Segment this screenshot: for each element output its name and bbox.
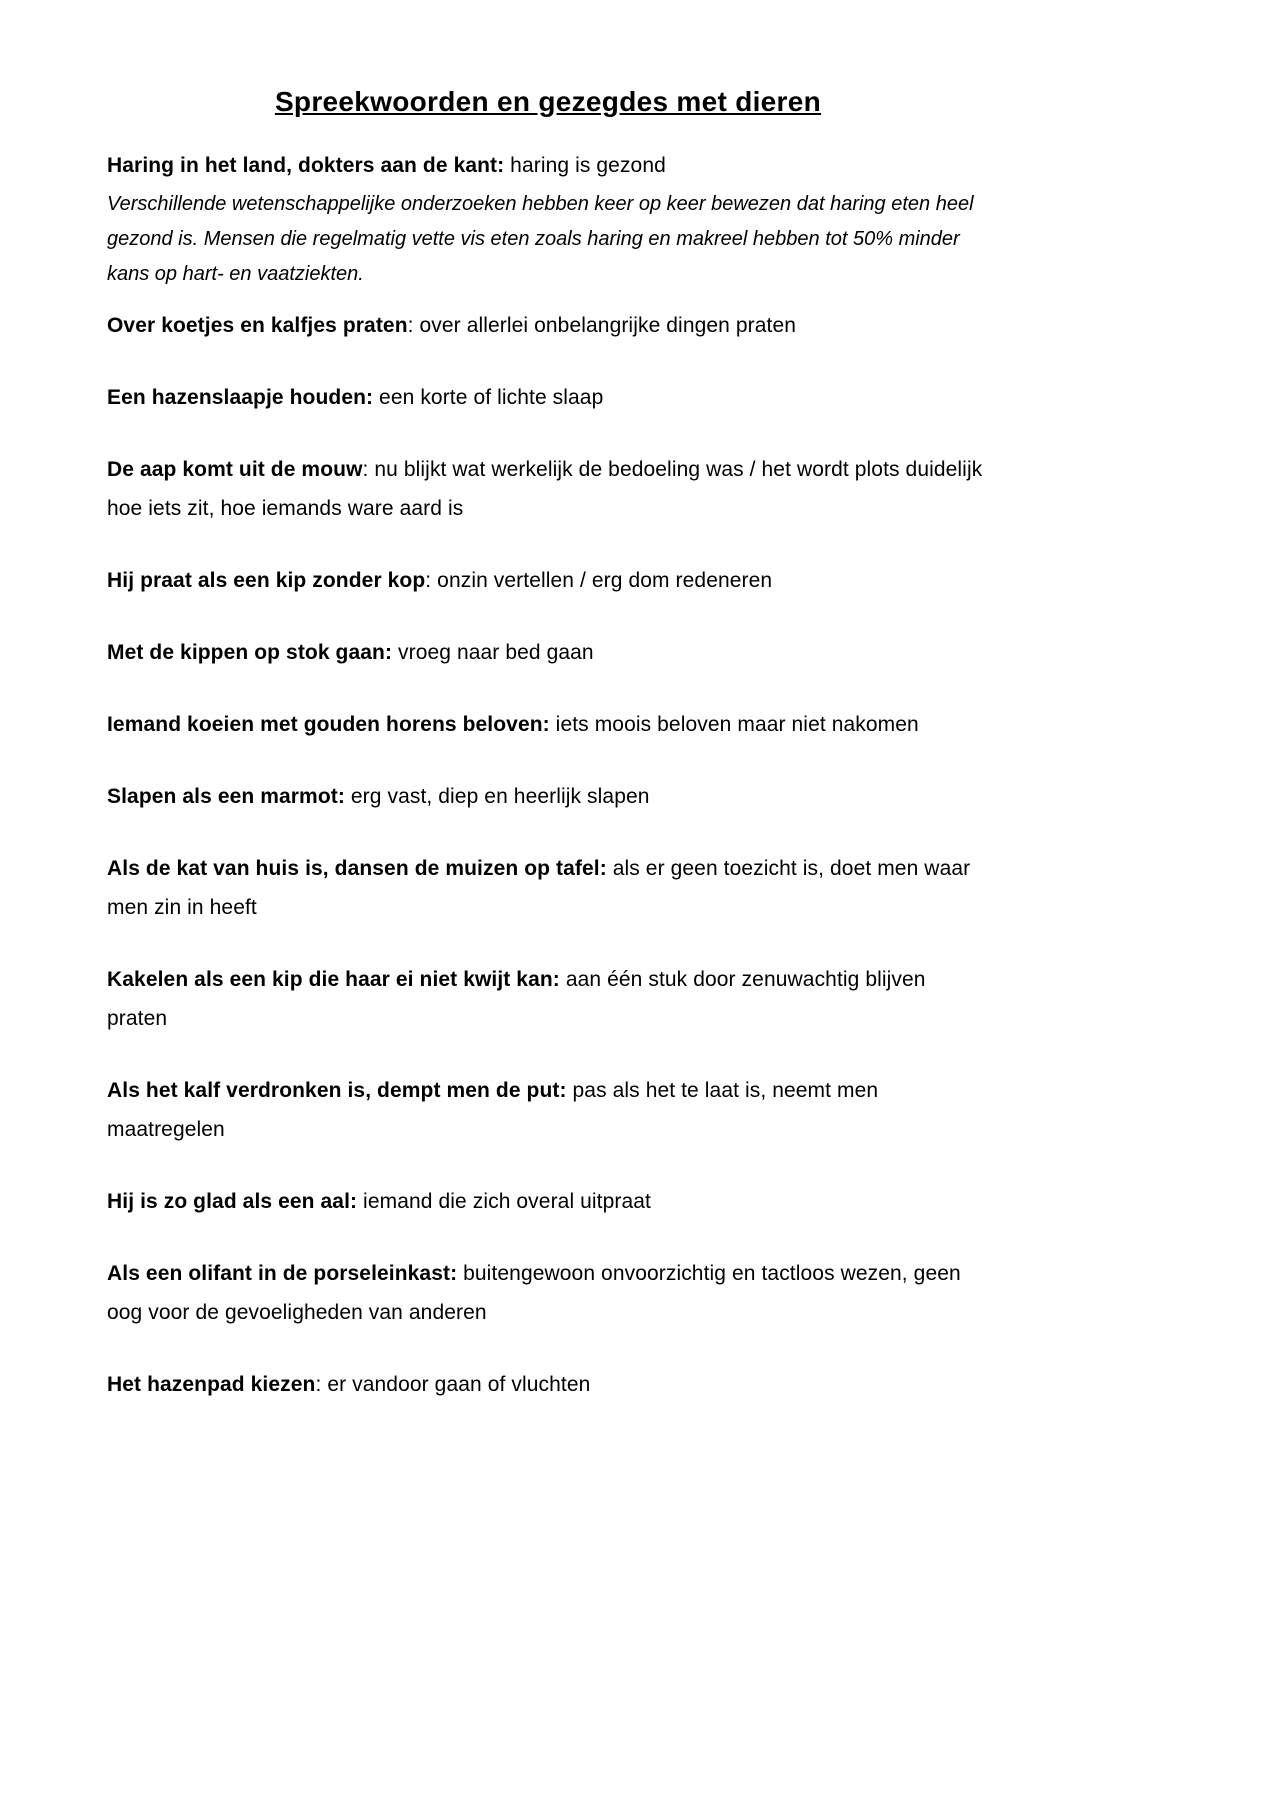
proverb-term: Hij praat als een kip zonder kop xyxy=(107,569,426,592)
proverb-entry xyxy=(107,1071,989,1149)
proverb-entry xyxy=(107,960,989,1038)
proverb-definition: : er vandoor gaan of vluchten xyxy=(315,1373,591,1396)
proverb-term: Iemand koeien met gouden horens beloven: xyxy=(107,713,550,736)
proverb-entry xyxy=(107,1365,989,1404)
proverb-definition: buitengewoon onvoorzichtig en tactloos wezen, geen oog voor de gevoeligheden van anderen xyxy=(107,1262,961,1324)
proverb-term: De aap komt uit de mouw xyxy=(107,458,363,481)
proverb-term: Als een olifant in de porseleinkast: xyxy=(107,1262,458,1285)
proverb-definition: als er geen toezicht is, doet men waar men zin in heeft xyxy=(107,857,971,919)
proverb-entry xyxy=(107,705,989,744)
proverb-term: Als het kalf verdronken is, dempt men de put: xyxy=(107,1079,567,1102)
proverb-definition: een korte of lichte slaap xyxy=(373,386,604,409)
proverb-entry xyxy=(107,561,989,600)
proverb-definition: iets moois beloven maar niet nakomen xyxy=(549,713,919,736)
proverb-definition: pas als het te laat is, neemt men maatregelen xyxy=(107,1079,879,1141)
proverb-entry xyxy=(107,378,989,417)
proverb-entry xyxy=(107,777,989,816)
page-title: Spreekwoorden en gezegdes met dieren xyxy=(274,86,822,117)
proverb-term: Slapen als een marmot: xyxy=(107,785,345,808)
proverb-definition: vroeg naar bed gaan xyxy=(392,641,594,664)
proverb-definition: : onzin vertellen / erg dom redeneren xyxy=(425,569,773,592)
proverb-term: Hij is zo glad als een aal: xyxy=(107,1190,358,1213)
proverb-term: Over koetjes en kalfjes praten xyxy=(107,314,408,337)
proverb-term: Haring in het land, dokters aan de kant: xyxy=(107,154,505,177)
proverb-term: Het hazenpad kiezen xyxy=(107,1373,316,1396)
proverb-entry xyxy=(107,633,989,672)
proverb-entry xyxy=(107,306,989,345)
proverb-definition: erg vast, diep en heerlijk slapen xyxy=(344,785,650,808)
proverb-entry xyxy=(107,849,989,927)
proverb-definition: : over allerlei onbelangrijke dingen praten xyxy=(407,314,797,337)
proverb-term: Met de kippen op stok gaan: xyxy=(107,641,393,664)
proverb-note: Verschillende wetenschappelijke onderzoeken hebben keer op keer bewezen dat haring eten heel gezond is. Mensen die regelmatig vette vis eten zoals haring en makreel hebben tot 50% minder kans op hart- en vaatziekten. xyxy=(107,193,974,285)
proverb-entry xyxy=(107,1254,989,1332)
proverb-entry xyxy=(107,450,989,528)
proverb-term: Kakelen als een kip die haar ei niet kwijt kan: xyxy=(107,968,560,991)
proverb-definition: aan één stuk door zenuwachtig blijven praten xyxy=(107,968,926,1030)
proverb-entry xyxy=(107,146,989,185)
proverb-term: Als de kat van huis is, dansen de muizen op tafel: xyxy=(107,857,607,880)
proverb-term: Een hazenslaapje houden: xyxy=(107,386,374,409)
proverb-definition: iemand die zich overal uitpraat xyxy=(357,1190,651,1213)
proverb-definition: haring is gezond xyxy=(504,154,666,177)
proverb-entry xyxy=(107,1182,989,1221)
proverb-definition: : nu blijkt wat werkelijk de bedoeling was / het wordt plots duidelijk hoe iets zit, hoe iemands ware aard is xyxy=(107,458,983,520)
